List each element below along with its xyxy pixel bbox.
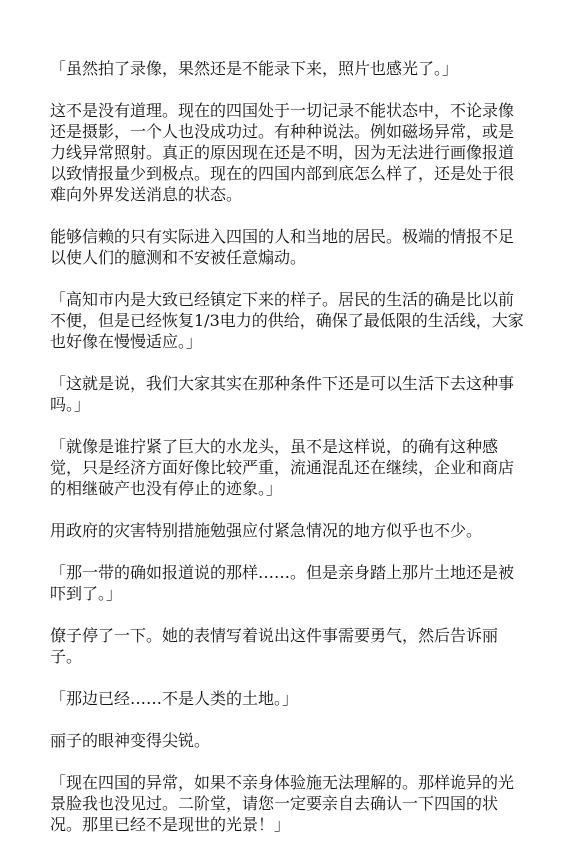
paragraph-8: 「那一带的确如报道说的那样……。但是亲身踏上那片土地还是被 吓到了。」 [50,563,515,603]
document-body [50,58,542,856]
paragraph-5: 「这就是说，我们大家其实在那种条件下还是可以生活下去这种事 吗。」 [50,374,515,414]
paragraph-1: 「虽然拍了录像，果然还是不能录下来，照片也感光了。」 [50,59,459,78]
paragraph-9: 僚子停了一下。她的表情写着说出这件事需要勇气，然后告诉丽 子。 [50,626,499,666]
paragraph-12: 「现在四国的异常，如果不亲身体验施无法理解的。那样诡异的光 景脸我也没见过。二阶堂，请您一定要亲自去确认一下四国的状 况。那里已经不是现世的光景！」 [50,773,515,834]
paragraph-7: 用政府的灾害特别措施勉强应付紧急情况的地方似乎也不少。 [50,521,483,540]
paragraph-3: 能够信赖的只有实际进入四国的人和当地的居民。极端的情报不足 以使人们的臆测和不安被任意煽动。 [50,227,515,267]
paragraph-10: 「那边已经……不是人类的土地。」 [50,689,299,708]
paragraph-4: 「高知市内是大致已经镇定下来的样子。居民的生活的确是比以前 不便，但是已经恢复1/3电力的供给，确保了最低限的生活线，大家 也好像在慢慢适应。」 [50,290,524,351]
paragraph-6: 「就像是谁拧紧了巨大的水龙头，虽不是这样说，的确有这种感 觉，只是经济方面好像比较严重，流通混乱还在继续，企业和商店 的相继破产也没有停止的迹象。」 [50,437,515,498]
paragraph-2: 这不是没有道理。现在的四国处于一切记录不能状态中，不论录像 还是摄影，一个人也没成功过。有种种说法。例如磁场异常，或是 力线异常照射。真正的原因现在还是不明，因为无法进行画像报道 以致情报量少到极点。现在的四国内部到底怎么样了，还是处于很 难向外界发送消息的状态。 [50,101,515,204]
paragraph-11: 丽子的眼神变得尖锐。 [50,731,211,750]
